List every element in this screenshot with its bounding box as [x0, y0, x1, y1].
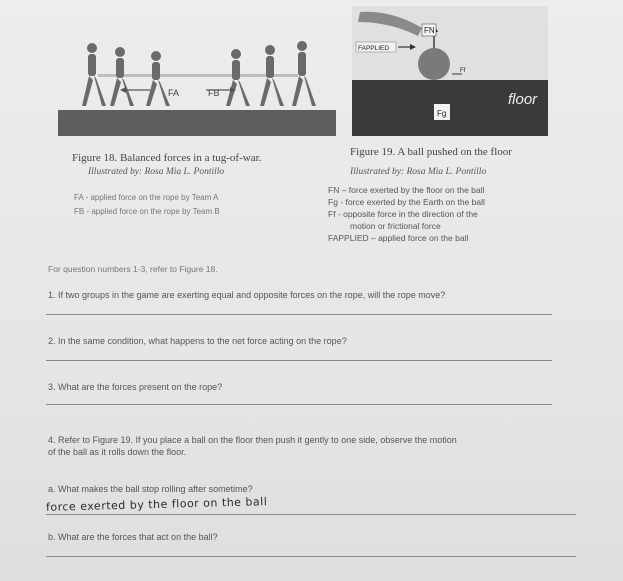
answer-line-4b[interactable]: [46, 556, 576, 557]
ground: [58, 110, 336, 136]
ball-on-floor-illustration: [352, 6, 548, 136]
figure19-credit: Illustrated by: Rosa Mia L. Pontillo: [350, 167, 487, 177]
floor-label: floor: [508, 91, 538, 108]
team-b-figures: [226, 41, 316, 106]
question-4-line-1: 4. Refer to Figure 19. If you place a ball on the floor then push it gently to one side, observe the motion: [48, 435, 457, 445]
figure18-credit: Illustrated by: Rosa Mia L. Pontillo: [88, 167, 225, 177]
legend-ff: Ff - opposite force in the direction of the: [328, 209, 478, 219]
ff-label: Ff: [460, 68, 466, 74]
intro-text: For question numbers 1-3, refer to Figure 18.: [48, 264, 218, 274]
question-4a: a. What makes the ball stop rolling after sometime?: [48, 484, 253, 494]
question-2: 2. In the same condition, what happens to the net force acting on the rope?: [48, 336, 347, 346]
figure19-caption: Figure 19. A ball pushed on the floor: [350, 146, 512, 158]
question-4-line-2: of the ball as it rolls down the floor.: [48, 447, 187, 457]
question-4b: b. What are the forces that act on the ball?: [48, 532, 218, 542]
fa-label: FA: [168, 88, 180, 98]
fn-label: FN: [424, 26, 435, 35]
legend-fa: FA - applied force on the rope by Team A: [74, 193, 219, 202]
fapplied-label: FAPPLIED: [358, 45, 390, 52]
fg-label: Fg: [437, 109, 447, 118]
ball: [418, 48, 450, 80]
question-4a-answer: force exerted by the floor on the ball: [45, 495, 268, 514]
figure18-caption: Figure 18. Balanced forces in a tug-of-war.: [72, 152, 262, 164]
question-1: 1. If two groups in the game are exerting equal and opposite forces on the rope, will the rope move?: [48, 290, 446, 300]
question-3: 3. What are the forces present on the rope?: [48, 382, 223, 392]
legend-fapplied: FAPPLIED – applied force on the ball: [328, 233, 469, 243]
tug-of-war-illustration: [58, 30, 336, 136]
answer-line-1[interactable]: [46, 314, 552, 315]
answer-line-3[interactable]: [46, 404, 552, 405]
answer-line-4a[interactable]: [46, 514, 576, 515]
legend-ff-cont: motion or frictional force: [350, 221, 441, 231]
legend-fb: FB - applied force on the rope by Team B: [74, 207, 220, 216]
question-4: [48, 434, 588, 458]
fb-label: FB: [208, 88, 220, 98]
legend-fn: FN – force exerted by the floor on the ball: [328, 185, 485, 195]
answer-line-2[interactable]: [46, 360, 552, 361]
legend-fg: Fg - force exerted by the Earth on the ball: [328, 197, 485, 207]
